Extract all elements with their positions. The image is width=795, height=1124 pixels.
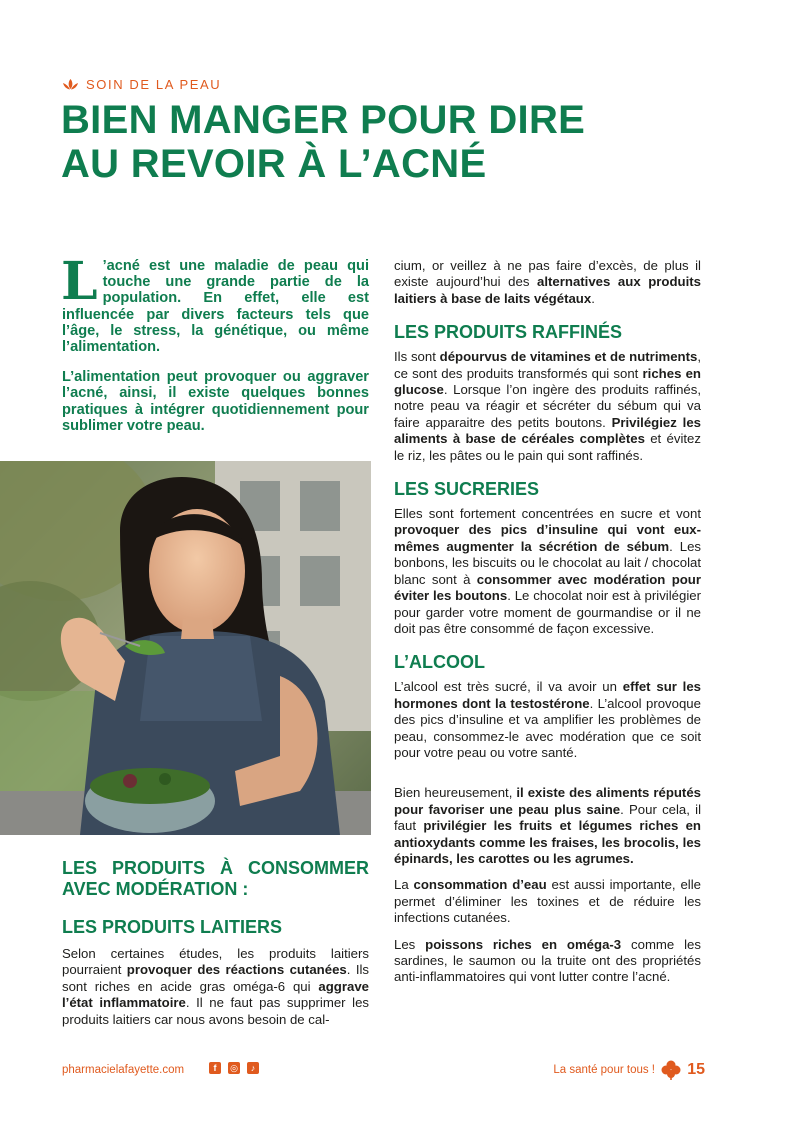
paragraph-healthy-foods [394, 785, 701, 867]
intro-paragraph-1 [61, 251, 369, 356]
drop-cap: L [61, 251, 98, 312]
dairy-cont-text-1: cium, or veillez à ne pas faire d’excès, de plus il existe aujourd’hui des [394, 258, 701, 290]
good1-bold-1: il existe des aliments réputés pour favoriser une peau plus saine [394, 785, 701, 817]
footer-tagline: La santé pour tous ! [553, 1064, 655, 1076]
good1-text-1: Bien heureusement, [394, 785, 517, 801]
social-icons [209, 1062, 259, 1074]
dairy-cont-text-2: . [591, 290, 595, 306]
refined-text-3: . Lorsque l’on ingère des produits raffinés, notre peau va réagir et sécréter du sébum qui va faire apparaitre des petits boutons. [394, 382, 701, 430]
refined-bold-1: dépourvus de vitamines et de nutriments [439, 349, 698, 365]
alcohol-text-2: . L’alcool provoque des pics d’insuline et va amplifier les problèmes de peau, consommez-le avec modération que ce soit pour votre peau ou votre santé. [394, 695, 701, 760]
intro-paragraph-2: L’alimentation peut provoquer ou aggraver l’acné, ainsi, il existe quelques bonnes pratiques à intégrer quotidiennement pour sublimer votre peau. [62, 369, 369, 434]
intro-text-1: ’acné est une maladie de peau qui touche une grande partie de la population. En effet, elle est influencée par divers facteurs tels que l’âge, le stress, la génétique, ou même l’alimentation. [62, 258, 369, 356]
good1-text-2: . Pour cela, il faut [394, 801, 701, 834]
good2-text-2: est aussi importante, elle permet d’éliminer les toxines et de réduire les infections cutanées. [394, 877, 701, 926]
facebook-icon[interactable]: f [209, 1062, 221, 1074]
dairy-text-3: . Il ne faut pas supprimer les produits laitiers car nous avons besoin de cal- [62, 995, 370, 1027]
refined-text-4: et évitez le riz, les pâtes ou le pain qui sont raffinés. [394, 431, 701, 463]
right-column [394, 258, 701, 986]
refined-bold-2: riches en glucose [394, 365, 701, 398]
article-title [61, 98, 741, 186]
sweets-text-3: . Le chocolat noir est à privilégier pour garder votre moment de gourmandise or il ne doit pas être consommé de façon excessive. [394, 588, 701, 636]
lotus-icon [62, 78, 79, 91]
kicker-label: SOIN DE LA PEAU [86, 77, 222, 92]
website-link[interactable]: pharmacielafayette.com [62, 1064, 185, 1076]
title-line-1: BIEN MANGER POUR DIRE [61, 98, 586, 142]
section-heading-moderation: LES PRODUITS À CONSOMMER AVEC MODÉRATION : [62, 858, 369, 899]
refined-text-1: Ils sont [394, 349, 440, 365]
paragraph-refined [394, 349, 701, 464]
heading-alcohol: L’ALCOOL [394, 652, 485, 673]
good3-text-2: comme les sardines, le saumon ou la truite ont des propriétés anti-inflammatoires qui vont lutter contre l’acné. [394, 936, 701, 985]
dairy-bold-1: provoquer des réactions cutanées [126, 962, 347, 978]
paragraph-sweets [394, 506, 701, 637]
refined-bold-3: Privilégiez les aliments à base de céréales complètes [394, 414, 701, 447]
dairy-text-2: . Ils sont riches en acide gras oméga-6 qui [62, 962, 370, 994]
photo-woman-eating-salad [0, 461, 371, 835]
paragraph-alcohol [394, 679, 701, 761]
refined-text-2: , ce sont des produits transformés qui sont [394, 349, 701, 381]
good3-bold: poissons riches en oméga-3 [425, 936, 622, 952]
good2-text-1: La [394, 877, 414, 893]
page-number: 15 [687, 1061, 705, 1078]
sweets-text-1: Elles sont fortement concentrées en sucre et vont [394, 506, 701, 522]
good2-bold: consommation d’eau [413, 877, 547, 893]
good3-text-1: Les [394, 936, 426, 952]
dairy-bold-2: aggrave l’état inflammatoire [62, 978, 369, 1011]
left-lower-column [62, 858, 369, 1028]
paragraph-water [394, 877, 701, 926]
dairy-text-1: Selon certaines études, les produits laitiers pourraient [62, 946, 369, 978]
paragraph-dairy-continued [394, 258, 701, 307]
intro [61, 251, 369, 434]
heading-dairy: LES PRODUITS LAITIERS [62, 917, 283, 937]
alcohol-text-1: L’alcool est très sucré, il va avoir un [394, 679, 623, 695]
paragraph-dairy [62, 946, 369, 1028]
section-kicker [62, 77, 221, 92]
instagram-icon[interactable]: ◎ [228, 1062, 240, 1074]
alcohol-bold-1: effet sur les hormones dont la testostérone [394, 679, 701, 711]
paragraph-fish [394, 937, 701, 986]
sweets-bold-2: consommer avec modération pour éviter les boutons [394, 571, 701, 604]
heading-refined: LES PRODUITS RAFFINÉS [394, 322, 623, 343]
title-line-2: AU REVOIR À L’ACNÉ [61, 142, 487, 186]
good1-bold-2: privilégier les fruits et légumes riches en antioxydants comme les fraises, les brocolis, les épinards, les carottes ou les agrumes. [394, 818, 701, 866]
tiktok-icon[interactable]: ♪ [247, 1062, 259, 1074]
heading-sweets: LES SUCRERIES [394, 479, 540, 500]
clover-logo-icon [661, 1060, 681, 1080]
dairy-cont-bold: alternatives aux produits laitiers à base de laits végétaux [394, 274, 701, 306]
sweets-text-2: . Les bonbons, les biscuits ou le chocolat au lait / chocolat blanc sont à [394, 538, 701, 587]
page-footer [62, 1062, 703, 1082]
sweets-bold-1: provoquer des pics d’insuline qui vont eux-mêmes augmenter la sécrétion de sébum [394, 522, 701, 554]
